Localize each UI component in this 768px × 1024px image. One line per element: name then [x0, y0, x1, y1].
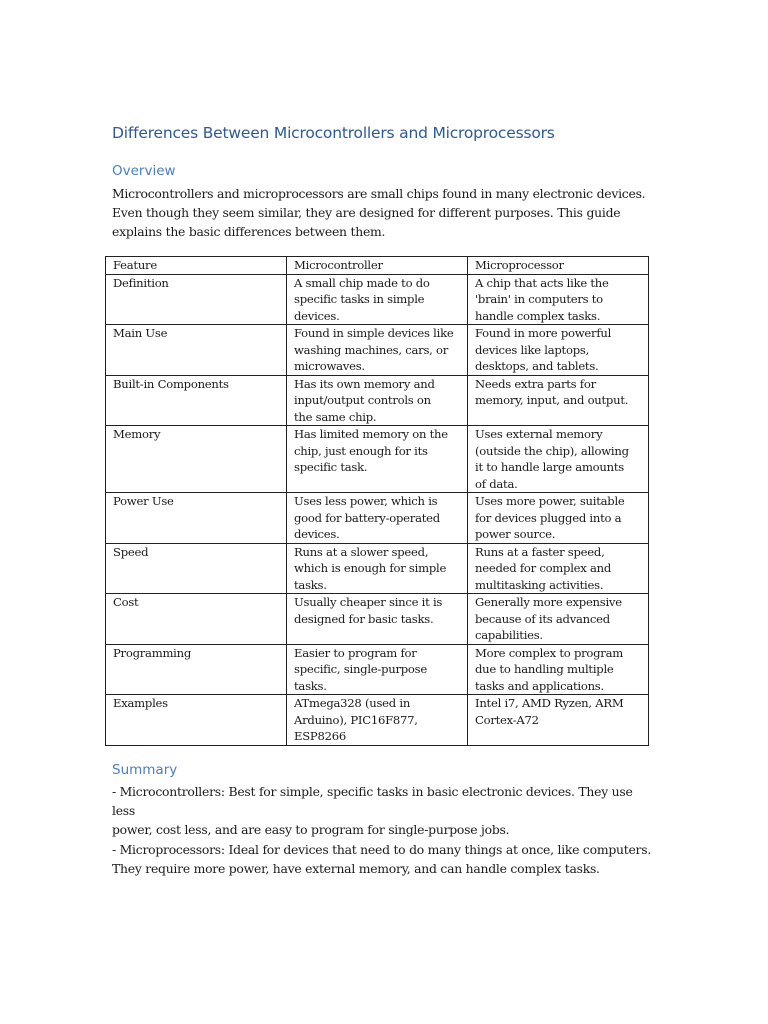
microprocessor-cell — [468, 644, 649, 695]
cell-line: Runs at a slower speed, — [294, 544, 429, 559]
cell-line: Arduino), PIC16F877, — [294, 712, 418, 727]
microprocessor-cell — [468, 695, 649, 746]
feature-cell — [106, 375, 287, 426]
cell-line: More complex to program — [475, 645, 624, 660]
cell-line: Has its own memory and — [294, 376, 435, 391]
table-row — [106, 594, 649, 645]
overview-paragraph — [112, 184, 652, 242]
overview-line: Microcontrollers and microprocessors are small chips found in many electronic devices. — [112, 186, 646, 201]
microprocessor-cell — [468, 493, 649, 544]
cell-line: Uses more power, suitable — [475, 494, 625, 508]
cell-line: Uses less power, which is — [294, 494, 438, 508]
cell-line: Found in more powerful — [475, 326, 612, 340]
cell-line: because of its advanced — [475, 611, 610, 626]
cell-line: power source. — [475, 527, 556, 541]
summary-paragraph — [112, 782, 652, 878]
header-cell — [468, 257, 649, 275]
comparison-table-container — [105, 256, 649, 746]
feature-label: Definition — [113, 275, 169, 290]
cell-line: Easier to program for — [294, 645, 417, 660]
microcontroller-cell — [287, 426, 468, 493]
cell-line: memory, input, and output. — [475, 393, 629, 407]
microcontroller-cell — [287, 274, 468, 325]
microcontroller-cell — [287, 375, 468, 426]
summary-line: They require more power, have external memory, and can handle complex tasks. — [112, 860, 600, 876]
cell-line: input/output controls on — [294, 393, 431, 407]
table-row — [106, 543, 649, 594]
microprocessor-cell — [468, 375, 649, 426]
summary-line: - Microcontrollers: Best for simple, specific tasks in basic electronic devices. They use less — [112, 784, 633, 819]
cell-line: A chip that acts like the — [475, 275, 609, 290]
table-row — [106, 695, 649, 746]
cell-line: devices. — [294, 308, 340, 323]
feature-label: Programming — [113, 645, 192, 660]
microcontroller-cell — [287, 644, 468, 695]
overview-line: explains the basic differences between them. — [112, 224, 386, 240]
document-title: Differences Between Microcontrollers and Microprocessors — [112, 124, 555, 142]
header-cell — [287, 257, 468, 275]
cell-line: devices like laptops, — [475, 342, 590, 357]
table-row — [106, 493, 649, 544]
overview-heading: Overview — [112, 163, 176, 179]
cell-line: Needs extra parts for — [475, 376, 596, 391]
cell-line: which is enough for simple — [294, 561, 447, 575]
microprocessor-cell — [468, 426, 649, 493]
cell-line: the same chip. — [294, 409, 377, 424]
cell-line: specific task. — [294, 460, 368, 474]
feature-cell — [106, 543, 287, 594]
cell-line: (outside the chip), allowing — [475, 443, 629, 458]
microprocessor-cell — [468, 543, 649, 594]
cell-line: handle complex tasks. — [475, 308, 601, 323]
table-row — [106, 274, 649, 325]
microcontroller-cell — [287, 695, 468, 746]
cell-line: needed for complex and — [475, 561, 612, 575]
cell-line: Runs at a faster speed, — [475, 544, 605, 559]
cell-line: good for battery-operated — [294, 510, 440, 525]
feature-cell — [106, 426, 287, 493]
summary-heading: Summary — [112, 762, 178, 778]
feature-label: Cost — [113, 595, 139, 609]
cell-line: Has limited memory on the — [294, 427, 448, 441]
cell-line: it to handle large amounts — [475, 460, 624, 474]
cell-line: Generally more expensive — [475, 595, 622, 609]
summary-line: power, cost less, and are easy to program for single-purpose jobs. — [112, 822, 510, 838]
header-microprocessor: Microprocessor — [475, 258, 564, 272]
microcontroller-cell — [287, 493, 468, 544]
microprocessor-cell — [468, 594, 649, 645]
cell-line: 'brain' in computers to — [475, 292, 603, 306]
cell-line: washing machines, cars, or — [294, 342, 449, 357]
cell-line: capabilities. — [475, 628, 543, 642]
cell-line: microwaves. — [294, 359, 365, 373]
cell-line: desktops, and tablets. — [475, 359, 599, 373]
cell-line: A small chip made to do — [294, 275, 430, 290]
feature-label: Main Use — [113, 326, 168, 340]
table-row — [106, 644, 649, 695]
feature-cell — [106, 594, 287, 645]
cell-line: tasks. — [294, 577, 327, 592]
feature-label: Speed — [113, 544, 149, 559]
overview-line: Even though they seem similar, they are designed for different purposes. This guide — [112, 205, 621, 221]
table-row — [106, 375, 649, 426]
microcontroller-cell — [287, 594, 468, 645]
cell-line: chip, just enough for its — [294, 443, 428, 458]
cell-line: Intel i7, AMD Ryzen, ARM — [475, 696, 624, 710]
microcontroller-cell — [287, 543, 468, 594]
header-microcontroller: Microcontroller — [294, 258, 383, 272]
cell-line: specific tasks in simple — [294, 292, 425, 306]
feature-label: Memory — [113, 427, 161, 441]
cell-line: for devices plugged into a — [475, 510, 622, 525]
microprocessor-cell — [468, 274, 649, 325]
cell-line: Usually cheaper since it is — [294, 595, 443, 609]
cell-line: specific, single-purpose — [294, 662, 427, 676]
header-cell — [106, 257, 287, 275]
feature-label: Built-in Components — [113, 376, 229, 391]
cell-line: ATmega328 (used in — [294, 696, 411, 710]
cell-line: ESP8266 — [294, 729, 346, 743]
cell-line: multitasking activities. — [475, 577, 604, 592]
feature-cell — [106, 644, 287, 695]
table-row — [106, 426, 649, 493]
cell-line: tasks. — [294, 678, 327, 693]
table-row — [106, 325, 649, 376]
cell-line: Cortex-A72 — [475, 712, 539, 727]
cell-line: Uses external memory — [475, 427, 603, 441]
feature-label: Examples — [113, 696, 168, 710]
table-header-row — [106, 257, 649, 275]
cell-line: tasks and applications. — [475, 678, 604, 693]
summary-line: - Microprocessors: Ideal for devices that need to do many things at once, like computers. — [112, 841, 652, 857]
feature-cell — [106, 695, 287, 746]
cell-line: devices. — [294, 527, 340, 541]
cell-line: of data. — [475, 476, 518, 491]
cell-line: designed for basic tasks. — [294, 611, 434, 626]
microcontroller-cell — [287, 325, 468, 376]
cell-line: Found in simple devices like — [294, 326, 454, 340]
feature-label: Power Use — [113, 494, 174, 508]
comparison-table — [105, 256, 649, 746]
feature-cell — [106, 325, 287, 376]
cell-line: due to handling multiple — [475, 662, 614, 676]
feature-cell — [106, 493, 287, 544]
feature-cell — [106, 274, 287, 325]
header-feature: Feature — [113, 258, 157, 272]
microprocessor-cell — [468, 325, 649, 376]
